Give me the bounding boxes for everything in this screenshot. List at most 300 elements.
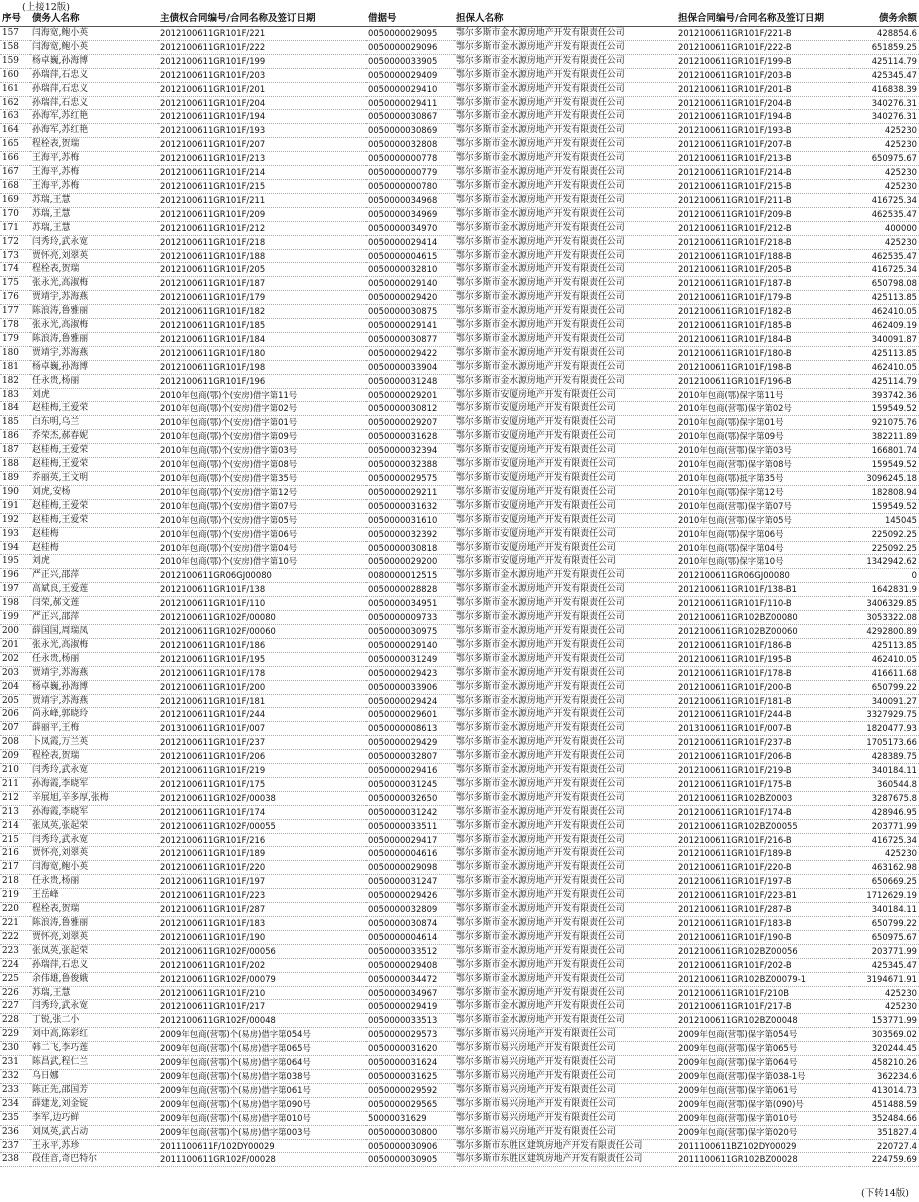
main-contract: 2012100611GR101F/220 <box>158 861 366 875</box>
debtor-name: 孙海霞,李晓军 <box>30 777 158 791</box>
loan-receipt-no: 0050000034951 <box>366 597 454 611</box>
row-index: 197 <box>0 583 30 597</box>
debtor-name: 严正兴,邵萍 <box>30 569 158 583</box>
debt-balance: 425345.47 <box>849 958 919 972</box>
debt-balance: 425230 <box>849 847 919 861</box>
row-index: 181 <box>0 360 30 374</box>
debt-balance: 400000 <box>849 221 919 235</box>
row-index: 162 <box>0 96 30 110</box>
debt-balance: 1712629.19 <box>849 889 919 903</box>
debtor-name: 闫荣,郝文莲 <box>30 597 158 611</box>
debt-balance: 3096245.18 <box>849 472 919 486</box>
debt-balance: 462410.05 <box>849 305 919 319</box>
table-row <box>0 666 919 680</box>
debt-balance: 416725.34 <box>849 833 919 847</box>
debtor-name: 赵桂梅,王爱荣 <box>30 458 158 472</box>
table-row <box>0 1069 919 1083</box>
debt-balance: 425230 <box>849 986 919 1000</box>
guarantee-contract: 2012100611GR101F/220-B <box>676 861 849 875</box>
debt-balance: 224759.69 <box>849 1153 919 1167</box>
table-row <box>0 708 919 722</box>
guarantor-name: 鄂尔多斯市安厦房地产开发有限责任公司 <box>454 541 676 555</box>
main-contract: 2012100611GR101F/214 <box>158 166 366 180</box>
table-row <box>0 889 919 903</box>
row-index: 223 <box>0 944 30 958</box>
guarantor-name: 鄂尔多斯市金水源房地产开发有限责任公司 <box>454 207 676 221</box>
debtor-name: 王海平,苏梅 <box>30 152 158 166</box>
row-index: 176 <box>0 291 30 305</box>
debt-balance: 463162.98 <box>849 861 919 875</box>
guarantee-contract: 2012100611GR101F/195-B <box>676 652 849 666</box>
guarantee-contract: 2010年包商(营鄂)保字第08号 <box>676 458 849 472</box>
table-row <box>0 805 919 819</box>
table-row <box>0 499 919 513</box>
guarantee-contract: 2010年包商(鄂)保字第12号 <box>676 485 849 499</box>
debt-balance: 425114.79 <box>849 374 919 388</box>
main-contract: 2012100611GR101F/209 <box>158 207 366 221</box>
col-header-index: 序号 <box>0 12 30 27</box>
main-contract: 2010年包商(鄂)个(安房)借字第05号 <box>158 513 366 527</box>
row-index: 177 <box>0 305 30 319</box>
guarantor-name: 鄂尔多斯市安厦房地产开发有限责任公司 <box>454 555 676 569</box>
table-row <box>0 1111 919 1125</box>
main-contract: 2012100611GR101F/110 <box>158 597 366 611</box>
table-row <box>0 1056 919 1070</box>
debtor-name: 尚永峰,郭晓玲 <box>30 708 158 722</box>
debtor-name: 孙瑞萍,石忠义 <box>30 96 158 110</box>
loan-receipt-no: 0050000029140 <box>366 638 454 652</box>
main-contract: 2011100611F/102DY00029 <box>158 1139 366 1153</box>
debtor-name: 刘虎 <box>30 388 158 402</box>
row-index: 198 <box>0 597 30 611</box>
table-row <box>0 555 919 569</box>
guarantor-name: 鄂尔多斯市金水源房地产开发有限责任公司 <box>454 764 676 778</box>
guarantee-contract: 2010年包商(鄂)保字第10号 <box>676 555 849 569</box>
table-header-row <box>0 12 919 27</box>
debtor-name: 孙瑞萍,石忠义 <box>30 958 158 972</box>
loan-receipt-no: 0050000034472 <box>366 972 454 986</box>
guarantee-contract: 2012100611GR101F/184-B <box>676 332 849 346</box>
loan-receipt-no: 0050000029211 <box>366 485 454 499</box>
table-row <box>0 583 919 597</box>
guarantor-name: 鄂尔多斯市金水源房地产开发有限责任公司 <box>454 666 676 680</box>
table-row <box>0 360 919 374</box>
main-contract: 2010年包商(鄂)个(安房)借字第03号 <box>158 444 366 458</box>
debtor-name: 薛建龙,刘金锭 <box>30 1097 158 1111</box>
guarantor-name: 鄂尔多斯市易兴房地产开发有限责任公司 <box>454 1111 676 1125</box>
table-row <box>0 903 919 917</box>
main-contract: 2012100611GR101F/182 <box>158 305 366 319</box>
guarantor-name: 鄂尔多斯市安厦房地产开发有限责任公司 <box>454 513 676 527</box>
loan-receipt-no: 0050000029409 <box>366 68 454 82</box>
debt-balance: 428389.75 <box>849 750 919 764</box>
table-row <box>0 124 919 138</box>
guarantee-contract: 2013100611GR101F/007-B <box>676 722 849 736</box>
row-index: 179 <box>0 332 30 346</box>
debt-balance: 303569.02 <box>849 1028 919 1042</box>
guarantee-contract: 2010年包商(鄂)保字第09号 <box>676 430 849 444</box>
main-contract: 2012100611GR06GJ00080 <box>158 569 366 583</box>
guarantee-contract: 2012100611GR101F/209-B <box>676 207 849 221</box>
debt-balance: 320244.45 <box>849 1042 919 1056</box>
guarantor-name: 鄂尔多斯市金水源房地产开发有限责任公司 <box>454 847 676 861</box>
guarantor-name: 鄂尔多斯市金水源房地产开发有限责任公司 <box>454 138 676 152</box>
debtor-name: 张永光,高淑梅 <box>30 319 158 333</box>
debtor-name: 李军,边巧鲜 <box>30 1111 158 1125</box>
table-row <box>0 291 919 305</box>
guarantor-name: 鄂尔多斯市易兴房地产开发有限责任公司 <box>454 1125 676 1139</box>
guarantee-contract: 2009年包商(营鄂)保字第064号 <box>676 1056 849 1070</box>
table-row <box>0 1153 919 1167</box>
guarantor-name: 鄂尔多斯市金水源房地产开发有限责任公司 <box>454 96 676 110</box>
loan-receipt-no: 0050000032809 <box>366 903 454 917</box>
table-row <box>0 958 919 972</box>
main-contract: 2012100611GR101F/190 <box>158 930 366 944</box>
debtor-name: 乔丽英,王文明 <box>30 472 158 486</box>
loan-receipt-no: 0050000029410 <box>366 82 454 96</box>
row-index: 235 <box>0 1111 30 1125</box>
table-row <box>0 764 919 778</box>
debtor-name: 陈浪涛,鲁雅丽 <box>30 332 158 346</box>
loan-receipt-no: 0050000031245 <box>366 777 454 791</box>
main-contract: 2012100611GR101F/201 <box>158 82 366 96</box>
debtor-name: 闫海宽,鲍小英 <box>30 27 158 41</box>
debtor-name: 王岳峰 <box>30 889 158 903</box>
debtor-name: 程栓表,贺瑞 <box>30 263 158 277</box>
debt-balance: 650799.22 <box>849 917 919 931</box>
table-row <box>0 1139 919 1153</box>
debt-balance: 451488.59 <box>849 1097 919 1111</box>
table-row <box>0 458 919 472</box>
guarantee-contract: 2012100611GR101F/222-B <box>676 40 849 54</box>
main-contract: 2012100611GR101F/221 <box>158 27 366 41</box>
main-contract: 2012100611GR101F/205 <box>158 263 366 277</box>
guarantor-name: 鄂尔多斯市金水源房地产开发有限责任公司 <box>454 694 676 708</box>
row-index: 211 <box>0 777 30 791</box>
guarantee-contract: 2012100611GR101F/180-B <box>676 346 849 360</box>
debtor-name: 贾靖宇,苏海燕 <box>30 694 158 708</box>
debt-balance: 220727.4 <box>849 1139 919 1153</box>
debtor-name: 贾怀亮,刘翠英 <box>30 249 158 263</box>
debtor-name: 王永平,苏珍 <box>30 1139 158 1153</box>
debtor-name: 陈浪涛,鲁雅丽 <box>30 917 158 931</box>
table-row <box>0 485 919 499</box>
guarantor-name: 鄂尔多斯市金水源房地产开发有限责任公司 <box>454 708 676 722</box>
loan-receipt-no: 0080000012515 <box>366 569 454 583</box>
loan-receipt-no: 0050000031242 <box>366 805 454 819</box>
table-row <box>0 611 919 625</box>
guarantee-contract: 2012100611GR101F/213-B <box>676 152 849 166</box>
guarantor-name: 鄂尔多斯市金水源房地产开发有限责任公司 <box>454 611 676 625</box>
row-index: 172 <box>0 235 30 249</box>
debt-balance: 650975.67 <box>849 152 919 166</box>
table-row <box>0 430 919 444</box>
col-header-debtor: 债务人名称 <box>30 12 158 27</box>
guarantor-name: 鄂尔多斯市金水源房地产开发有限责任公司 <box>454 193 676 207</box>
loan-receipt-no: 0050000029141 <box>366 319 454 333</box>
loan-receipt-no: 0050000031248 <box>366 374 454 388</box>
table-row <box>0 138 919 152</box>
debtor-name: 苏瑞,王慧 <box>30 207 158 221</box>
guarantor-name: 鄂尔多斯市安厦房地产开发有限责任公司 <box>454 430 676 444</box>
main-contract: 2012100611GR101F/185 <box>158 319 366 333</box>
loan-receipt-no: 0050000032388 <box>366 458 454 472</box>
loan-receipt-no: 0050000033906 <box>366 680 454 694</box>
loan-receipt-no: 0050000031632 <box>366 499 454 513</box>
main-contract: 2012100611GR101F/207 <box>158 138 366 152</box>
row-index: 188 <box>0 458 30 472</box>
row-index: 233 <box>0 1083 30 1097</box>
row-index: 189 <box>0 472 30 486</box>
main-contract: 2012100611GR101F/216 <box>158 833 366 847</box>
guarantor-name: 鄂尔多斯市金水源房地产开发有限责任公司 <box>454 179 676 193</box>
loan-receipt-no: 0050000029423 <box>366 666 454 680</box>
debtor-name: 丁锐,张二小 <box>30 1014 158 1028</box>
guarantor-name: 鄂尔多斯市金水源房地产开发有限责任公司 <box>454 944 676 958</box>
loan-receipt-no: 0050000029408 <box>366 958 454 972</box>
main-contract: 2012100611GR101F/183 <box>158 917 366 931</box>
debtor-name: 白东明,乌兰 <box>30 416 158 430</box>
loan-receipt-no: 0050000029140 <box>366 277 454 291</box>
debtor-name: 闫秀玲,武永宽 <box>30 833 158 847</box>
guarantee-contract: 2012100611GR101F/179-B <box>676 291 849 305</box>
loan-receipt-no: 0050000029201 <box>366 388 454 402</box>
table-row <box>0 624 919 638</box>
guarantor-name: 鄂尔多斯市金水源房地产开发有限责任公司 <box>454 249 676 263</box>
guarantor-name: 鄂尔多斯市金水源房地产开发有限责任公司 <box>454 624 676 638</box>
debtor-name: 程栓表,贺瑞 <box>30 138 158 152</box>
table-row <box>0 1125 919 1139</box>
debtor-name: 严正兴,邵萍 <box>30 611 158 625</box>
debtor-name: 孙海军,苏红艳 <box>30 124 158 138</box>
loan-receipt-no: 0050000029417 <box>366 833 454 847</box>
row-index: 169 <box>0 193 30 207</box>
loan-receipt-no: 0050000029426 <box>366 889 454 903</box>
row-index: 187 <box>0 444 30 458</box>
debt-balance: 425230 <box>849 179 919 193</box>
debt-balance: 650669.25 <box>849 875 919 889</box>
row-index: 205 <box>0 694 30 708</box>
main-contract: 2010年包商(鄂)个(安房)借字第07号 <box>158 499 366 513</box>
table-row <box>0 152 919 166</box>
debtor-name: 乌日娜 <box>30 1069 158 1083</box>
row-index: 184 <box>0 402 30 416</box>
guarantor-name: 鄂尔多斯市易兴房地产开发有限责任公司 <box>454 1056 676 1070</box>
row-index: 158 <box>0 40 30 54</box>
row-index: 209 <box>0 750 30 764</box>
debt-balance: 340184.11 <box>849 903 919 917</box>
main-contract: 2009年包商(营鄂)个(易房)借字第065号 <box>158 1042 366 1056</box>
guarantee-contract: 2012100611GR101F/223-B1 <box>676 889 849 903</box>
debt-balance: 650799.22 <box>849 680 919 694</box>
debt-table <box>0 12 919 1167</box>
main-contract: 2012100611GR101F/180 <box>158 346 366 360</box>
table-row <box>0 638 919 652</box>
debt-balance: 153771.99 <box>849 1014 919 1028</box>
guarantor-name: 鄂尔多斯市金水源房地产开发有限责任公司 <box>454 263 676 277</box>
loan-receipt-no: 0050000030812 <box>366 402 454 416</box>
guarantor-name: 鄂尔多斯市安厦房地产开发有限责任公司 <box>454 388 676 402</box>
table-row <box>0 1000 919 1014</box>
loan-receipt-no: 0050000032808 <box>366 138 454 152</box>
row-index: 193 <box>0 527 30 541</box>
debt-balance: 425230 <box>849 124 919 138</box>
table-row <box>0 972 919 986</box>
col-header-balance: 债务余额 <box>849 12 919 27</box>
guarantee-contract: 2012100611GR102BZ00080 <box>676 611 849 625</box>
debtor-name: 乔荣杰,郝春妮 <box>30 430 158 444</box>
main-contract: 2012100611GR101F/187 <box>158 277 366 291</box>
row-index: 220 <box>0 903 30 917</box>
loan-receipt-no: 0050000008613 <box>366 722 454 736</box>
main-contract: 2012100611GR101F/197 <box>158 875 366 889</box>
guarantor-name: 鄂尔多斯市金水源房地产开发有限责任公司 <box>454 750 676 764</box>
debt-balance: 145045 <box>849 513 919 527</box>
guarantee-contract: 2012100611GR101F/202-B <box>676 958 849 972</box>
debt-balance: 393742.36 <box>849 388 919 402</box>
row-index: 231 <box>0 1056 30 1070</box>
guarantor-name: 鄂尔多斯市金水源房地产开发有限责任公司 <box>454 569 676 583</box>
debtor-name: 薛国国,周瑞凤 <box>30 624 158 638</box>
guarantor-name: 鄂尔多斯市金水源房地产开发有限责任公司 <box>454 27 676 41</box>
row-index: 164 <box>0 124 30 138</box>
table-row <box>0 944 919 958</box>
debtor-name: 贾怀亮,刘翠英 <box>30 930 158 944</box>
row-index: 180 <box>0 346 30 360</box>
row-index: 200 <box>0 624 30 638</box>
guarantor-name: 鄂尔多斯市安厦房地产开发有限责任公司 <box>454 485 676 499</box>
debt-balance: 425113.85 <box>849 291 919 305</box>
debt-balance: 425113.85 <box>849 346 919 360</box>
main-contract: 2013100611GR101F/007 <box>158 722 366 736</box>
guarantee-contract: 2010年包商(鄂)保字第01号 <box>676 416 849 430</box>
guarantor-name: 鄂尔多斯市金水源房地产开发有限责任公司 <box>454 972 676 986</box>
debt-balance: 462410.05 <box>849 652 919 666</box>
debt-balance: 650798.08 <box>849 277 919 291</box>
main-contract: 2012100611GR102F/00055 <box>158 819 366 833</box>
table-row <box>0 221 919 235</box>
loan-receipt-no: 0050000031620 <box>366 1042 454 1056</box>
debtor-name: 贾靖宇,苏海燕 <box>30 666 158 680</box>
main-contract: 2010年包商(鄂)个(安房)借字第35号 <box>158 472 366 486</box>
row-index: 225 <box>0 972 30 986</box>
main-contract: 2010年包商(鄂)个(安房)借字第12号 <box>158 485 366 499</box>
loan-receipt-no: 0050000033512 <box>366 944 454 958</box>
debtor-name: 杨卓巍,孙海博 <box>30 680 158 694</box>
row-index: 210 <box>0 764 30 778</box>
guarantor-name: 鄂尔多斯市金水源房地产开发有限责任公司 <box>454 680 676 694</box>
debtor-name: 孙瑞萍,石忠义 <box>30 68 158 82</box>
guarantee-contract: 2012100611GR101F/201-B <box>676 82 849 96</box>
debt-balance: 340091.27 <box>849 694 919 708</box>
row-index: 236 <box>0 1125 30 1139</box>
guarantor-name: 鄂尔多斯市金水源房地产开发有限责任公司 <box>454 152 676 166</box>
debt-balance: 416838.39 <box>849 82 919 96</box>
main-contract: 2012100611GR101F/287 <box>158 903 366 917</box>
debt-balance: 416725.34 <box>849 263 919 277</box>
main-contract: 2012100611GR101F/217 <box>158 1000 366 1014</box>
loan-receipt-no: 0050000000779 <box>366 166 454 180</box>
table-row <box>0 54 919 68</box>
guarantee-contract: 2012100611GR101F/186-B <box>676 638 849 652</box>
table-row <box>0 541 919 555</box>
debtor-name: 张永光,高淑梅 <box>30 277 158 291</box>
guarantor-name: 鄂尔多斯市易兴房地产开发有限责任公司 <box>454 1042 676 1056</box>
guarantee-contract: 2012100611GR101F/197-B <box>676 875 849 889</box>
loan-receipt-no: 0050000029573 <box>366 1028 454 1042</box>
debtor-name: 卜凤霞,万兰英 <box>30 736 158 750</box>
main-contract: 2012100611GR101F/219 <box>158 764 366 778</box>
debt-balance: 340184.11 <box>849 764 919 778</box>
debtor-name: 陈浪涛,鲁雅丽 <box>30 305 158 319</box>
row-index: 183 <box>0 388 30 402</box>
debt-balance: 159549.52 <box>849 499 919 513</box>
debtor-name: 张凤英,张起荣 <box>30 944 158 958</box>
guarantee-contract: 2012100611GR101F/210B <box>676 986 849 1000</box>
loan-receipt-no: 0050000032810 <box>366 263 454 277</box>
guarantee-contract: 2012100611GR101F/189-B <box>676 847 849 861</box>
loan-receipt-no: 0050000029424 <box>366 694 454 708</box>
row-index: 182 <box>0 374 30 388</box>
main-contract: 2012100611GR101F/194 <box>158 110 366 124</box>
debtor-name: 薛丽平,王梅 <box>30 722 158 736</box>
guarantor-name: 鄂尔多斯市安厦房地产开发有限责任公司 <box>454 472 676 486</box>
guarantee-contract: 2012100611GR101F/218-B <box>676 235 849 249</box>
main-contract: 2012100611GR101F/244 <box>158 708 366 722</box>
guarantor-name: 鄂尔多斯市易兴房地产开发有限责任公司 <box>454 1083 676 1097</box>
row-index: 213 <box>0 805 30 819</box>
debt-balance: 360544.8 <box>849 777 919 791</box>
main-contract: 2012100611GR101F/211 <box>158 193 366 207</box>
row-index: 160 <box>0 68 30 82</box>
guarantee-contract: 2012100611GR101F/185-B <box>676 319 849 333</box>
row-index: 224 <box>0 958 30 972</box>
table-row <box>0 722 919 736</box>
guarantee-contract: 2010年包商(鄂)保字第06号 <box>676 527 849 541</box>
debtor-name: 张凤英,张起荣 <box>30 819 158 833</box>
loan-receipt-no: 0050000029096 <box>366 40 454 54</box>
guarantor-name: 鄂尔多斯市安厦房地产开发有限责任公司 <box>454 402 676 416</box>
table-row <box>0 791 919 805</box>
table-row <box>0 694 919 708</box>
main-contract: 2010年包商(鄂)个(安房)借字第10号 <box>158 555 366 569</box>
debt-balance: 428854.6 <box>849 27 919 41</box>
loan-receipt-no: 0050000031247 <box>366 875 454 889</box>
loan-receipt-no: 0050000030867 <box>366 110 454 124</box>
main-contract: 2012100611GR101F/210 <box>158 986 366 1000</box>
guarantor-name: 鄂尔多斯市金水源房地产开发有限责任公司 <box>454 958 676 972</box>
debtor-name: 苏瑞,王慧 <box>30 221 158 235</box>
row-index: 175 <box>0 277 30 291</box>
guarantee-contract: 2012100611GR102BZ0003 <box>676 791 849 805</box>
main-contract: 2012100611GR101F/213 <box>158 152 366 166</box>
debt-balance: 159549.52 <box>849 402 919 416</box>
loan-receipt-no: 0050000029411 <box>366 96 454 110</box>
loan-receipt-no: 0050000031610 <box>366 513 454 527</box>
debtor-name: 杨卓巍,孙海博 <box>30 360 158 374</box>
loan-receipt-no: 0050000029575 <box>366 472 454 486</box>
guarantee-contract: 2009年包商(营鄂)保字第020号 <box>676 1125 849 1139</box>
guarantor-name: 鄂尔多斯市金水源房地产开发有限责任公司 <box>454 124 676 138</box>
row-index: 163 <box>0 110 30 124</box>
col-header-guarantor: 担保人名称 <box>454 12 676 27</box>
loan-receipt-no: 0050000034967 <box>366 986 454 1000</box>
guarantee-contract: 2012100611GR101F/221-B <box>676 27 849 41</box>
debtor-name: 赵桂梅,王爱荣 <box>30 513 158 527</box>
loan-receipt-no: 0050000029565 <box>366 1097 454 1111</box>
row-index: 216 <box>0 847 30 861</box>
debt-balance: 182808.94 <box>849 485 919 499</box>
